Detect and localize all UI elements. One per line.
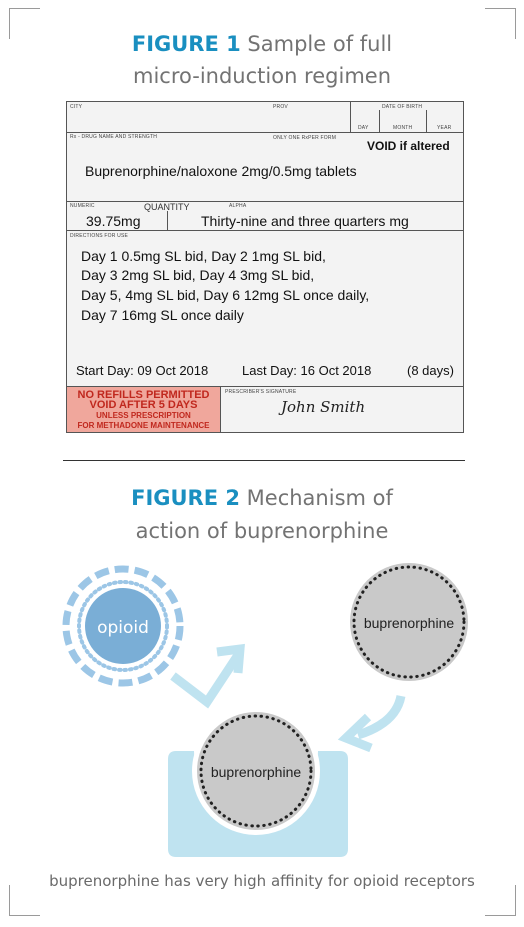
figure2-label: FIGURE 2 xyxy=(131,486,240,510)
buprenorphine-bound-label: buprenorphine xyxy=(210,764,302,780)
prescriber-signature: John Smith xyxy=(281,398,366,416)
warning-line-4: FOR METHADONE MAINTENANCE xyxy=(77,421,210,430)
prescription-form xyxy=(66,101,464,433)
warning-line-3: UNLESS PRESCRIPTION xyxy=(96,411,191,420)
figure-divider xyxy=(63,460,465,461)
quantity-divider xyxy=(167,211,168,230)
day-count: (8 days) xyxy=(407,363,454,378)
form-line-2 xyxy=(67,201,463,202)
numeric-value: 39.75mg xyxy=(86,213,141,229)
year-label: YEAR xyxy=(437,125,452,131)
buprenorphine-top-label: buprenorphine xyxy=(363,615,455,631)
warning-line-2: VOID AFTER 5 DAYS xyxy=(89,399,198,411)
figure2-title-rest: Mechanism of xyxy=(239,486,393,510)
drug-value: Buprenorphine/naloxone 2mg/0.5mg tablets xyxy=(85,163,357,179)
figure2-title-line2: action of buprenorphine xyxy=(135,519,389,543)
dob-divider xyxy=(350,102,351,132)
warning-line-1: NO REFILLS PERMITTED xyxy=(77,389,210,401)
month-year-divider xyxy=(426,110,427,132)
form-line-4 xyxy=(220,386,463,387)
figure1-title xyxy=(0,28,524,60)
figure1-title-line2: micro-induction regimen xyxy=(133,64,391,88)
figure1-label: FIGURE 1 xyxy=(131,32,241,56)
day-label: DAY xyxy=(358,125,369,131)
direction-line-1: Day 1 0.5mg SL bid, Day 2 1mg SL bid, xyxy=(81,248,326,264)
alpha-label: ALPHA xyxy=(229,203,247,209)
only-one-label: ONLY ONE RxPER FORM xyxy=(273,135,337,141)
signature-label: PRESCRIBER'S SIGNATURE xyxy=(225,389,297,395)
prov-label: PROV xyxy=(273,104,288,110)
direction-line-2: Day 3 2mg SL bid, Day 4 3mg SL bid, xyxy=(81,267,315,283)
figure2-title xyxy=(0,482,524,514)
figure1-title-rest: Sample of full xyxy=(240,32,393,56)
void-text: VOID if altered xyxy=(367,139,450,153)
quantity-label: QUANTITY xyxy=(144,202,190,212)
arrow-in-icon xyxy=(346,696,401,748)
alpha-value: Thirty-nine and three quarters mg xyxy=(201,213,409,229)
start-day: Start Day: 09 Oct 2018 xyxy=(76,363,209,378)
directions-label: DIRECTIONS FOR USE xyxy=(70,233,129,239)
dob-label: DATE OF BIRTH xyxy=(382,104,423,110)
drug-label: Rx - DRUG NAME AND STRENGTH xyxy=(70,134,158,140)
last-day: Last Day: 16 Oct 2018 xyxy=(242,363,372,378)
numeric-label: NUMERIC xyxy=(70,203,95,209)
arrow-out-icon xyxy=(173,649,240,702)
form-line-1 xyxy=(67,132,463,133)
figure2-caption: buprenorphine has very high affinity for opioid receptors xyxy=(49,872,475,890)
form-line-3 xyxy=(67,230,463,231)
month-label: MONTH xyxy=(393,125,413,131)
no-refills-warning xyxy=(67,386,221,432)
day-month-divider xyxy=(379,110,380,132)
city-label: CITY xyxy=(70,104,83,110)
direction-line-4: Day 7 16mg SL once daily xyxy=(81,307,244,323)
opioid-label: opioid xyxy=(97,618,149,638)
mechanism-diagram xyxy=(0,545,524,875)
direction-line-3: Day 5, 4mg SL bid, Day 6 12mg SL once daily, xyxy=(81,287,370,303)
